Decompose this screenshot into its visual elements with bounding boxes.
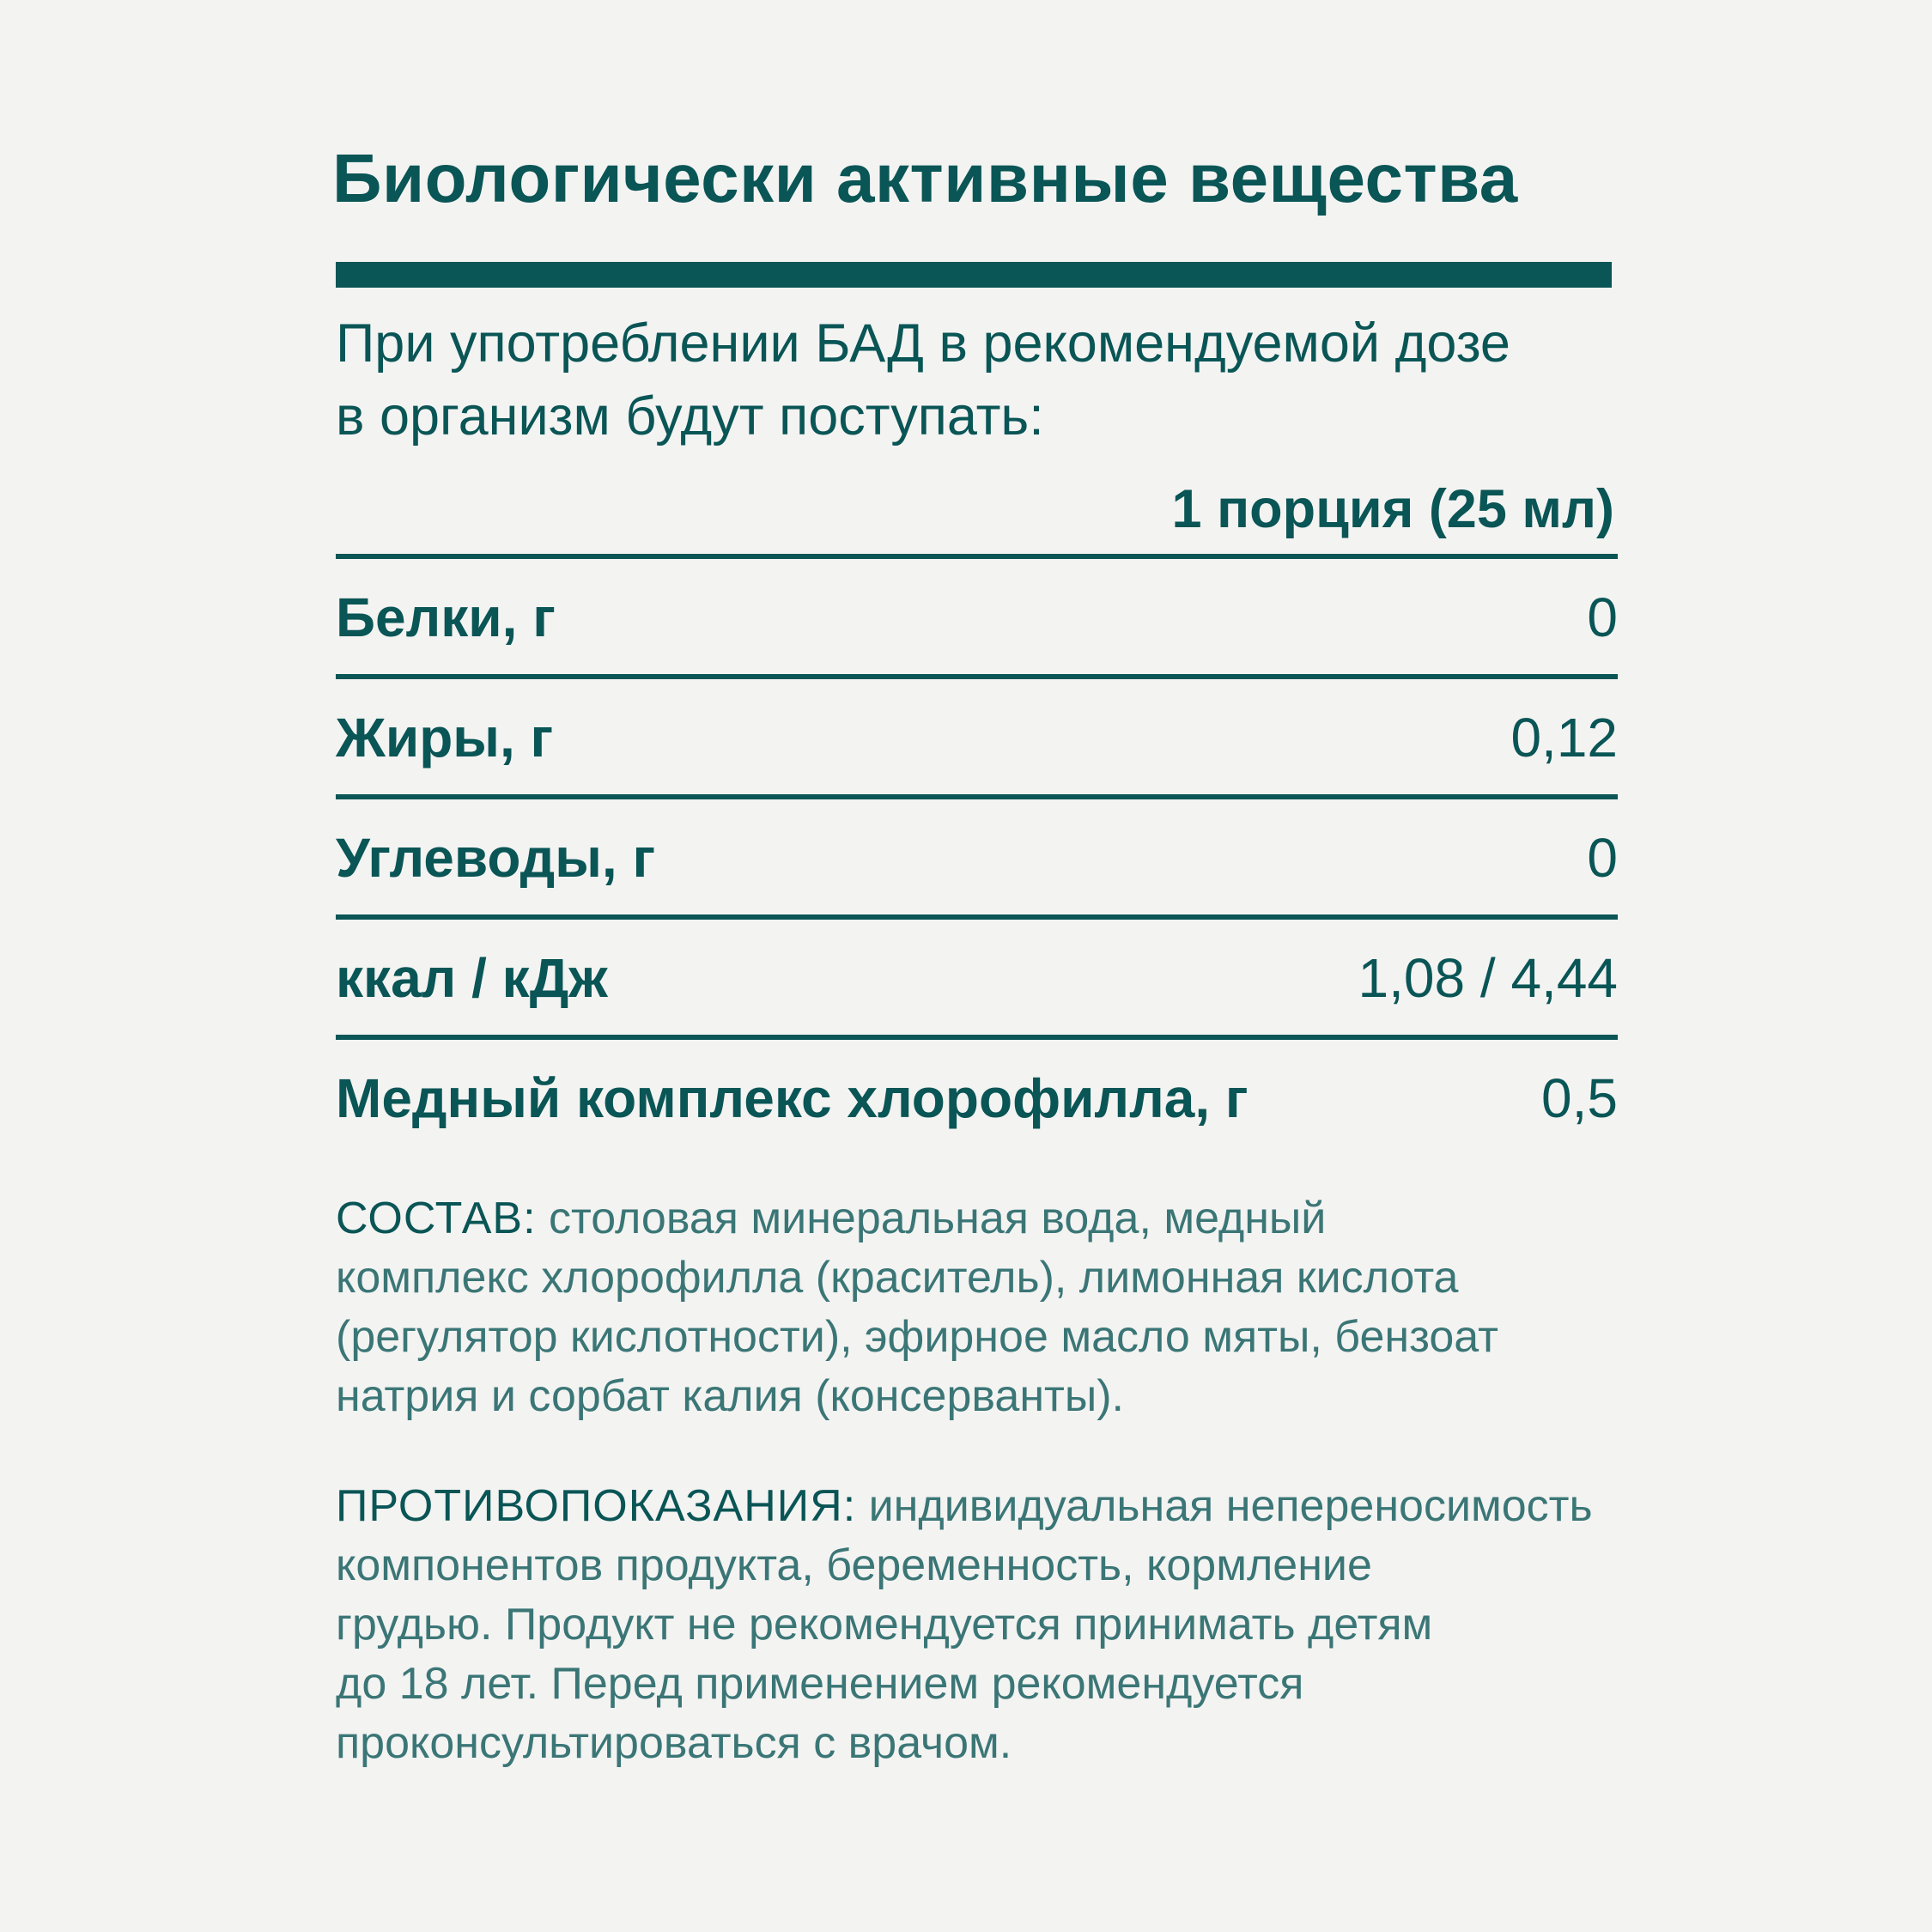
table-row (336, 1035, 1618, 1155)
composition-text: комплекс хлорофилла (краситель), лимонная кислота (336, 1253, 1459, 1303)
row-label: ккал / кДж (336, 947, 608, 1009)
contraindications-section (336, 1477, 1624, 1773)
table-row (336, 794, 1618, 914)
table-row (336, 914, 1618, 1035)
composition-section (336, 1189, 1624, 1426)
nutrition-table (336, 554, 1618, 1155)
row-label: Углеводы, г (336, 827, 656, 889)
intro-text (336, 307, 1641, 453)
row-value: 0 (1587, 586, 1618, 648)
contraindications-text: индивидуальная непереносимость (856, 1481, 1593, 1531)
row-label: Медный комплекс хлорофилла, г (336, 1067, 1249, 1129)
title-divider (336, 262, 1612, 288)
composition-heading: СОСТАВ: (336, 1194, 537, 1243)
row-label: Белки, г (336, 586, 556, 648)
intro-line: в организм будут поступать: (336, 386, 1044, 447)
composition-text: (регулятор кислотности), эфирное масло мяты, бензоат (336, 1312, 1498, 1362)
composition-text: столовая минеральная вода, медный (536, 1194, 1327, 1243)
contraindications-text: проконсультироваться с врачом. (336, 1718, 1012, 1768)
row-value: 0,12 (1510, 707, 1618, 769)
page-title: Биологически активные вещества (332, 140, 1518, 216)
contraindications-text: грудью. Продукт не рекомендуется принимать детям (336, 1600, 1433, 1649)
contraindications-text: до 18 лет. Перед применением рекомендуется (336, 1659, 1304, 1709)
table-row (336, 554, 1618, 674)
row-value: 0 (1587, 827, 1618, 889)
row-label: Жиры, г (336, 707, 554, 769)
contraindications-heading: ПРОТИВОПОКАЗАНИЯ: (336, 1481, 857, 1531)
portion-column-header: 1 порция (25 мл) (1171, 479, 1614, 539)
row-value: 1,08 / 4,44 (1358, 947, 1618, 1009)
table-row (336, 674, 1618, 794)
intro-line: При употреблении БАД в рекомендуемой дозе (336, 313, 1510, 374)
contraindications-text: компонентов продукта, беременность, кормление (336, 1540, 1372, 1590)
composition-text: натрия и сорбат калия (консерванты). (336, 1371, 1124, 1421)
row-value: 0,5 (1541, 1067, 1618, 1129)
